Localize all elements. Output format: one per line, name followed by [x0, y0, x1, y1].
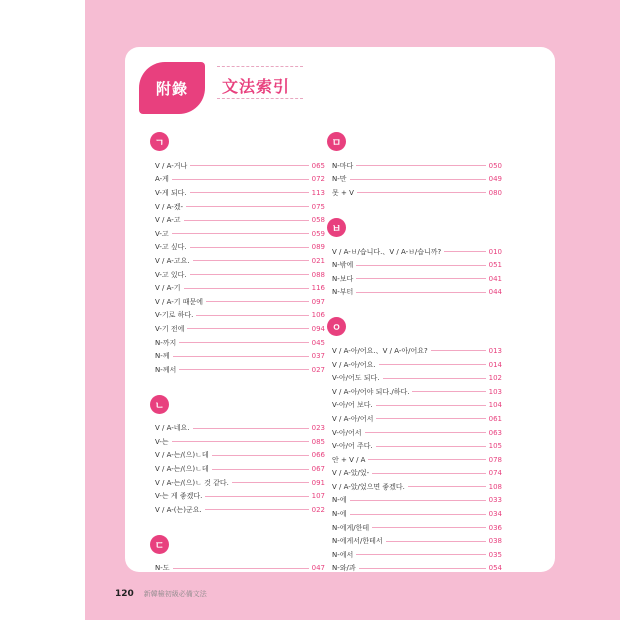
index-entry	[327, 412, 502, 426]
index-entry	[150, 562, 325, 576]
leader-line	[184, 288, 309, 289]
entry-page-number: 072	[311, 175, 325, 184]
section-letter-circle: ㄴ	[150, 395, 169, 414]
section-header	[150, 535, 325, 554]
index-entry	[150, 503, 325, 517]
index-entry	[327, 507, 502, 521]
entry-term: V-는	[155, 437, 169, 446]
entry-page-number: 010	[488, 247, 502, 256]
entry-page-number: 027	[311, 365, 325, 374]
index-entry	[150, 476, 325, 490]
entry-page-number: 058	[311, 216, 325, 225]
leader-line	[356, 165, 485, 166]
entry-term: V-고	[155, 229, 169, 238]
entry-page-number: 044	[488, 288, 502, 297]
entry-page-number: 102	[488, 374, 502, 383]
entry-page-number: 091	[311, 478, 325, 487]
entry-term: N-에	[332, 496, 347, 505]
entry-term: V / A-아/어서	[332, 414, 374, 423]
entry-term: V / A-는/(으)ㄴ 것 같다.	[155, 478, 229, 487]
index-section	[150, 395, 325, 517]
section-letter-circle: ㅇ	[327, 317, 346, 336]
index-entry	[327, 548, 502, 562]
entry-term: V / A-아/어요.	[332, 360, 376, 369]
entry-page-number: 088	[311, 270, 325, 279]
index-section	[327, 218, 502, 299]
entry-page-number: 050	[488, 161, 502, 170]
entry-term: N-도	[155, 564, 170, 573]
leader-line	[350, 179, 486, 180]
index-entry	[150, 213, 325, 227]
entry-term: V / A-는/(으)ㄴ데	[155, 465, 209, 474]
entry-term: N-까지	[155, 338, 177, 347]
leader-line	[196, 315, 308, 316]
entry-term: V-게 되다.	[155, 188, 187, 197]
index-entry	[327, 173, 502, 187]
index-entry	[150, 173, 325, 187]
entry-term: V / A-기	[155, 284, 181, 293]
appendix-badge: 附錄	[139, 62, 205, 114]
entry-term: V-기로 하다.	[155, 311, 194, 320]
entry-term: V-기 전에	[155, 324, 185, 333]
book-title: 新韓檢初級必備文法	[143, 590, 207, 598]
leader-line	[357, 192, 486, 193]
leader-line	[386, 541, 486, 542]
index-entry	[150, 349, 325, 363]
leader-line	[368, 459, 485, 460]
entry-page-number: 065	[311, 161, 325, 170]
leader-line	[376, 446, 486, 447]
entry-term: N-에게서/한테서	[332, 537, 383, 546]
index-entry	[150, 435, 325, 449]
entry-term: N-밖에	[332, 261, 354, 270]
page-footer	[115, 589, 207, 599]
entry-term: V / A-았/었으면 좋겠다.	[332, 482, 405, 491]
leader-line	[376, 418, 485, 419]
leader-line	[173, 356, 309, 357]
leader-line	[383, 378, 486, 379]
leader-line	[379, 364, 486, 365]
section-header	[150, 395, 325, 414]
index-entry	[150, 186, 325, 200]
index-column-right	[327, 132, 502, 593]
index-entry	[327, 467, 502, 481]
leader-line	[365, 432, 486, 433]
entry-term: V / A-기 때문에	[155, 297, 204, 306]
entry-term: N-만	[332, 175, 347, 184]
leader-line	[179, 369, 308, 370]
index-entry	[150, 309, 325, 323]
entry-page-number: 080	[488, 188, 502, 197]
leader-line	[172, 233, 309, 234]
index-entry	[327, 562, 502, 576]
leader-line	[186, 206, 309, 207]
section-letter-circle: ㅁ	[327, 132, 346, 151]
leader-line	[184, 220, 309, 221]
leader-line	[372, 473, 485, 474]
index-entry	[327, 534, 502, 548]
entry-term: V-아/어서	[332, 428, 362, 437]
leader-line	[193, 428, 309, 429]
index-entry	[327, 344, 502, 358]
section-letter-circle: ㄷ	[150, 535, 169, 554]
index-entry	[150, 254, 325, 268]
leader-line	[431, 350, 486, 351]
index-section	[150, 535, 325, 576]
index-entry	[327, 245, 502, 259]
index-entry	[150, 159, 325, 173]
entry-page-number: 116	[311, 284, 325, 293]
leader-line	[173, 568, 309, 569]
leader-line	[172, 179, 309, 180]
leader-line	[190, 192, 309, 193]
leader-line	[408, 486, 486, 487]
entry-term: N-께	[155, 352, 170, 361]
page-number: 120	[115, 589, 134, 599]
leader-line	[212, 455, 309, 456]
leader-line	[190, 165, 308, 166]
entry-page-number: 108	[488, 482, 502, 491]
leader-line	[412, 391, 485, 392]
index-entry	[327, 480, 502, 494]
entry-page-number: 051	[488, 261, 502, 270]
entry-term: V / A-아/어요.、V / A-아/어요?	[332, 346, 428, 355]
entry-term: N-보다	[332, 274, 354, 283]
leader-line	[205, 496, 308, 497]
entry-page-number: 106	[311, 311, 325, 320]
leader-line	[172, 441, 309, 442]
index-section	[150, 132, 325, 377]
entry-term: V / A-고요.	[155, 256, 190, 265]
leader-line	[376, 405, 486, 406]
index-entry	[150, 462, 325, 476]
index-section	[327, 317, 502, 575]
leader-line	[356, 292, 485, 293]
entry-term: V / A-는/(으)ㄴ데	[155, 451, 209, 460]
index-entry	[150, 295, 325, 309]
entry-term: N-부터	[332, 288, 354, 297]
entry-page-number: 107	[311, 492, 325, 501]
entry-page-number: 038	[488, 537, 502, 546]
entry-page-number: 075	[311, 202, 325, 211]
leader-line	[350, 514, 486, 515]
entry-page-number: 047	[311, 564, 325, 573]
entry-page-number: 045	[311, 338, 325, 347]
leader-line	[193, 260, 309, 261]
title-rule-bottom	[217, 98, 303, 99]
index-entry	[150, 281, 325, 295]
entry-term: N-와/과	[332, 564, 356, 573]
leader-line	[212, 469, 309, 470]
index-column-left	[150, 132, 325, 593]
index-entry	[327, 494, 502, 508]
index-entry	[327, 521, 502, 535]
entry-term: V-아/어 보다.	[332, 401, 373, 410]
index-entry	[327, 453, 502, 467]
entry-term: A-게	[155, 175, 169, 184]
leader-line	[187, 328, 308, 329]
entry-term: V / A-ㅂ/습니다.、V / A-ㅂ/습니까?	[332, 247, 442, 256]
index-entry	[327, 371, 502, 385]
index-entry	[327, 286, 502, 300]
entry-term: N-께서	[155, 365, 177, 374]
section-header	[150, 132, 325, 151]
leader-line	[190, 247, 309, 248]
index-entry	[327, 186, 502, 200]
title-rule-top	[217, 66, 303, 67]
leader-line	[179, 342, 308, 343]
entry-page-number: 049	[488, 175, 502, 184]
entry-term: V-아/어도 되다.	[332, 374, 380, 383]
index-entry	[327, 258, 502, 272]
entry-page-number: 105	[488, 442, 502, 451]
entry-page-number: 023	[311, 424, 325, 433]
index-entry	[150, 449, 325, 463]
entry-term: 못 + V	[332, 188, 354, 197]
entry-page-number: 036	[488, 523, 502, 532]
index-entry	[327, 439, 502, 453]
leader-line	[356, 265, 485, 266]
entry-term: V / A-았/었-	[332, 469, 370, 478]
entry-term: V-아/어 주다.	[332, 442, 373, 451]
entry-page-number: 067	[311, 465, 325, 474]
index-entry	[150, 268, 325, 282]
entry-term: V / A-겠-	[155, 202, 184, 211]
entry-page-number: 097	[311, 297, 325, 306]
index-entry	[327, 399, 502, 413]
entry-term: 안 + V / A	[332, 455, 366, 464]
index-entry	[150, 363, 325, 377]
leader-line	[190, 274, 309, 275]
entry-page-number: 063	[488, 428, 502, 437]
entry-page-number: 035	[488, 550, 502, 559]
index-entry	[327, 159, 502, 173]
entry-page-number: 022	[311, 505, 325, 514]
entry-page-number: 094	[311, 324, 325, 333]
section-letter-circle: ㄱ	[150, 132, 169, 151]
entry-term: N-에서	[332, 550, 354, 559]
entry-page-number: 041	[488, 274, 502, 283]
index-entry	[150, 241, 325, 255]
leader-line	[359, 568, 486, 569]
entry-page-number: 037	[311, 352, 325, 361]
index-entry	[327, 272, 502, 286]
entry-term: N-에	[332, 510, 347, 519]
entry-page-number: 113	[311, 188, 325, 197]
leader-line	[205, 509, 309, 510]
leader-line	[350, 500, 486, 501]
entry-page-number: 074	[488, 469, 502, 478]
leader-line	[356, 554, 485, 555]
entry-page-number: 034	[488, 510, 502, 519]
entry-term: V / A-고	[155, 216, 181, 225]
entry-term: V / A-네요.	[155, 424, 190, 433]
entry-page-number: 033	[488, 496, 502, 505]
index-entry	[327, 426, 502, 440]
entry-term: V / A-아/어야 되다./하다.	[332, 387, 410, 396]
index-entry	[327, 385, 502, 399]
leader-line	[372, 527, 485, 528]
entry-page-number: 054	[488, 564, 502, 573]
index-entry	[327, 358, 502, 372]
leader-line	[232, 482, 309, 483]
section-letter-circle: ㅂ	[327, 218, 346, 237]
entry-page-number: 078	[488, 455, 502, 464]
index-section	[327, 132, 502, 200]
entry-term: V-는 게 좋겠다.	[155, 492, 203, 501]
entry-page-number: 085	[311, 437, 325, 446]
index-entry	[150, 422, 325, 436]
entry-term: N-에게/한테	[332, 523, 370, 532]
entry-page-number: 104	[488, 401, 502, 410]
entry-page-number: 014	[488, 360, 502, 369]
index-entry	[150, 336, 325, 350]
entry-page-number: 089	[311, 243, 325, 252]
entry-page-number: 013	[488, 346, 502, 355]
section-header	[327, 218, 502, 237]
entry-page-number: 059	[311, 229, 325, 238]
entry-page-number: 103	[488, 387, 502, 396]
entry-term: V / A-거나	[155, 161, 188, 170]
index-entry	[150, 322, 325, 336]
index-entry	[150, 200, 325, 214]
entry-term: N-마다	[332, 161, 354, 170]
index-entry	[150, 227, 325, 241]
leader-line	[206, 301, 309, 302]
entry-term: V-고 싶다.	[155, 243, 187, 252]
entry-page-number: 021	[311, 256, 325, 265]
entry-page-number: 066	[311, 451, 325, 460]
page-title: 文法索引	[222, 77, 291, 96]
leader-line	[356, 278, 485, 279]
section-header	[327, 317, 502, 336]
entry-term: V-고 있다.	[155, 270, 187, 279]
leader-line	[444, 251, 485, 252]
section-header	[327, 132, 502, 151]
index-entry	[150, 489, 325, 503]
entry-page-number: 061	[488, 414, 502, 423]
entry-term: V / A-(는)군요.	[155, 505, 202, 514]
